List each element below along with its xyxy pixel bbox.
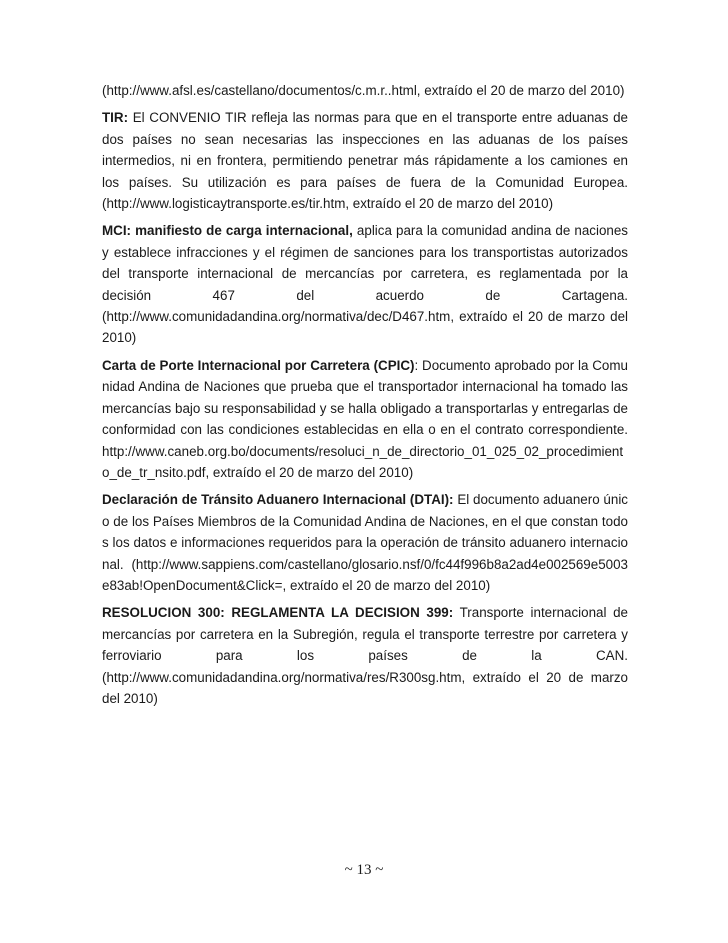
term: Declaración de Tránsito Aduanero Internacional (DTAI): <box>102 492 454 508</box>
paragraph-text: aplica para la comunidad andina de naciones y establece infracciones y el régimen de sanciones para los transportistas autorizados del transporte internacional de mercancías por carretera, es reglamentada por la decisión 467 del acuerdo de Cartagena. (http://www.comunidadandina.org/normativa/dec/D467.htm, extraído el 20 de marzo del 2010) <box>102 223 629 346</box>
paragraph-text: El CONVENIO TIR refleja las normas para que en el transporte entre aduanas de dos países no sean necesarias las inspecciones en las aduanas de los países intermedios, ni en frontera, permitiendo penetrar más rápidamente a los camiones en los países. Su utilización es para países de fuera de la Comunidad Europea. (http://www.logisticaytransporte.es/tir.htm, extraído el 20 de marzo del 2010) <box>102 110 628 212</box>
paragraph-cmr-reference <box>102 80 628 101</box>
term: Carta de Porte Internacional por Carretera (CPIC) <box>102 357 415 373</box>
paragraph-cpic <box>102 355 628 483</box>
term: RESOLUCION 300: REGLAMENTA LA DECISION 399: <box>102 605 454 621</box>
term: TIR: <box>102 110 129 126</box>
term: MCI: manifiesto de carga internacional, <box>102 223 353 239</box>
paragraph-text: Transporte internacional de mercancías por carretera en la Subregión, regula el transporte terrestre por carretera y ferroviario para los países de la CAN. (http://www.comunidadandina.org/normativa/res/R300sg.htm, extraído el 20 de marzo del 2010) <box>102 605 628 706</box>
paragraph-mci <box>102 220 628 348</box>
page-number: ~ 13 ~ <box>344 862 384 878</box>
paragraph-dtai <box>102 489 628 596</box>
paragraph-text: : Documento aprobado por la Comunidad Andina de Naciones que prueba que el transportador internacional ha tomado las mercancías bajo su responsabilidad y se halla obligado a transportarlas y entregarlas de conformidad con las condiciones establecidas en ella o en el contrato correspondiente. http://www.caneb.org.bo/documents/resoluci_n_de_directorio_01_025_02_procedimiento_de_tr_nsito.pdf, extraído el 20 de marzo del 2010) <box>102 357 628 480</box>
paragraph-tir <box>102 107 628 214</box>
paragraph-text: (http://www.afsl.es/castellano/documentos/c.m.r..html, extraído el 20 de marzo del 2010) <box>102 83 625 98</box>
paragraph-text: El documento aduanero único de los Países Miembros de la Comunidad Andina de Naciones, en el que constan todos los datos e informaciones requeridos para la operación de tránsito aduanero internacional. (http://www.sappiens.com/castellano/glosario.nsf/0/fc44f996b8a2ad4e002569e5003e83ab!OpenDocument&Click=, extraído el 20 de marzo del 2010) <box>102 492 628 593</box>
document-body <box>102 80 628 715</box>
paragraph-resolucion-300 <box>102 602 628 709</box>
